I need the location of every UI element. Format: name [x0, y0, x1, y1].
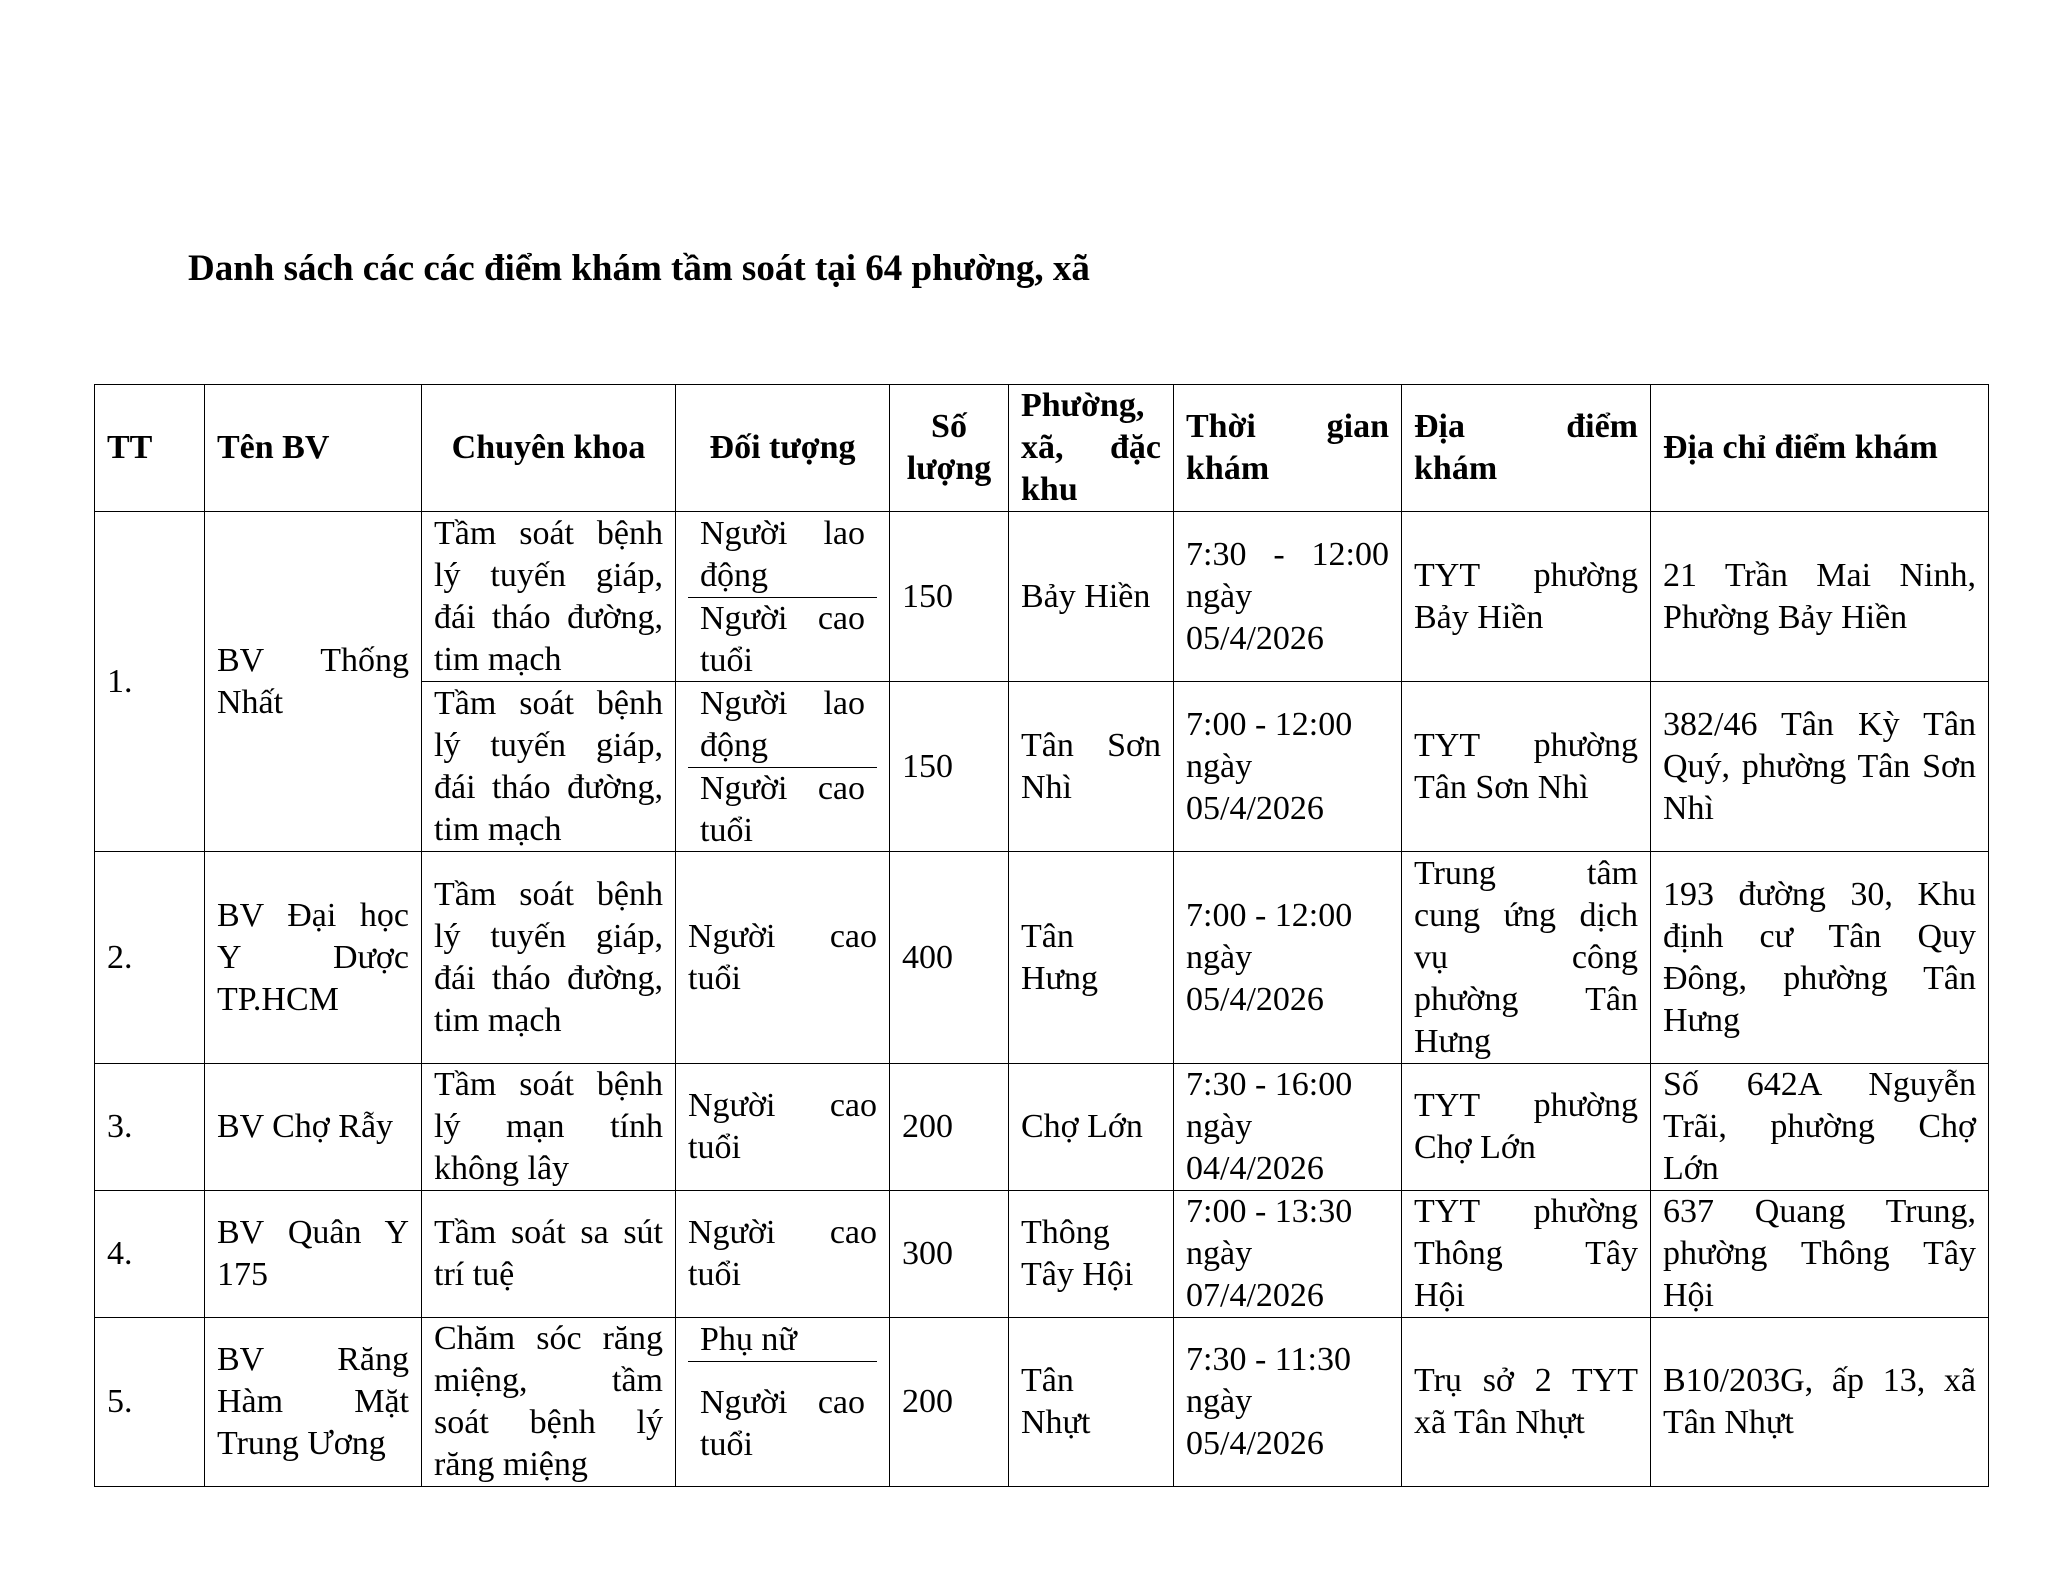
header-tt: TT	[95, 385, 205, 512]
exam-time: 7:00 - 12:00 ngày 05/4/2026	[1174, 852, 1402, 1064]
exam-location: Trụ sở 2 TYT xã Tân Nhựt	[1402, 1318, 1651, 1487]
target-group-item: Người cao tuổi	[688, 767, 877, 851]
hospital-name: BV Đại học Y Dược TP.HCM	[205, 852, 422, 1064]
ward: Tân Sơn Nhì	[1009, 682, 1174, 852]
hospital-name: BV Thống Nhất	[205, 512, 422, 852]
quantity: 300	[890, 1191, 1009, 1318]
specialty: Tầm soát sa sút trí tuệ	[422, 1191, 676, 1318]
quantity: 150	[890, 512, 1009, 682]
target-group	[676, 1318, 890, 1487]
hospital-name: BV Răng Hàm Mặt Trung Ương	[205, 1318, 422, 1487]
quantity: 400	[890, 852, 1009, 1064]
row-number: 5.	[95, 1318, 205, 1487]
specialty: Tầm soát bệnh lý tuyến giáp, đái tháo đường, tim mạch	[422, 682, 676, 852]
header-so-luong: Số lượng	[890, 385, 1009, 512]
table-row	[95, 1191, 1989, 1318]
target-group: Người cao tuổi	[676, 1064, 890, 1191]
target-group: Người cao tuổi	[676, 852, 890, 1064]
exam-location: TYT phường Chợ Lớn	[1402, 1064, 1651, 1191]
ward: Tân Nhựt	[1009, 1318, 1174, 1487]
target-group-item: Người cao tuổi	[688, 1361, 877, 1486]
target-group-item: Người lao động	[700, 684, 865, 764]
row-number: 4.	[95, 1191, 205, 1318]
exam-address: B10/203G, ấp 13, xã Tân Nhựt	[1651, 1318, 1989, 1487]
specialty: Tầm soát bệnh lý mạn tính không lây	[422, 1064, 676, 1191]
table-row	[95, 512, 1989, 682]
ward: Chợ Lớn	[1009, 1064, 1174, 1191]
target-group-item: Người cao tuổi	[688, 597, 877, 681]
header-phuong: Phường, xã, đặc khu	[1009, 385, 1174, 512]
specialty: Tầm soát bệnh lý tuyến giáp, đái tháo đường, tim mạch	[422, 852, 676, 1064]
target-group-item: Phụ nữ	[700, 1320, 797, 1358]
table-row	[95, 852, 1989, 1064]
header-thoi-gian: Thời gian khám	[1174, 385, 1402, 512]
exam-address: 21 Trần Mai Ninh, Phường Bảy Hiền	[1651, 512, 1989, 682]
specialty: Tầm soát bệnh lý tuyến giáp, đái tháo đường, tim mạch	[422, 512, 676, 682]
ward: Bảy Hiền	[1009, 512, 1174, 682]
row-number: 2.	[95, 852, 205, 1064]
hospital-name: BV Quân Y 175	[205, 1191, 422, 1318]
target-group: Người cao tuổi	[676, 1191, 890, 1318]
exam-address: Số 642A Nguyễn Trãi, phường Chợ Lớn	[1651, 1064, 1989, 1191]
target-group	[676, 512, 890, 682]
exam-location: TYT phường Tân Sơn Nhì	[1402, 682, 1651, 852]
table-row	[95, 1318, 1989, 1487]
exam-address: 193 đường 30, Khu định cư Tân Quy Đông, phường Tân Hưng	[1651, 852, 1989, 1064]
screening-points-table	[94, 384, 1989, 1487]
exam-time: 7:30 - 16:00 ngày 04/4/2026	[1174, 1064, 1402, 1191]
exam-address: 382/46 Tân Kỳ Tân Quý, phường Tân Sơn Nhì	[1651, 682, 1989, 852]
header-dia-diem: Địa điểm khám	[1402, 385, 1651, 512]
document-title: Danh sách các các điểm khám tầm soát tại 64 phường, xã	[188, 248, 1090, 289]
table-header-row	[95, 385, 1989, 512]
quantity: 200	[890, 1318, 1009, 1487]
exam-location: TYT phường Bảy Hiền	[1402, 512, 1651, 682]
exam-address: 637 Quang Trung, phường Thông Tây Hội	[1651, 1191, 1989, 1318]
exam-location: TYT phường Thông Tây Hội	[1402, 1191, 1651, 1318]
quantity: 150	[890, 682, 1009, 852]
exam-time: 7:30 - 12:00 ngày 05/4/2026	[1174, 512, 1402, 682]
header-doi-tuong: Đối tượng	[676, 385, 890, 512]
header-dia-chi: Địa chỉ điểm khám	[1651, 385, 1989, 512]
header-chuyen-khoa: Chuyên khoa	[422, 385, 676, 512]
exam-location: Trung tâm cung ứng dịch vụ công phường Tân Hưng	[1402, 852, 1651, 1064]
exam-time: 7:00 - 12:00 ngày 05/4/2026	[1174, 682, 1402, 852]
target-group	[676, 682, 890, 852]
hospital-name: BV Chợ Rẫy	[205, 1064, 422, 1191]
table-row	[95, 1064, 1989, 1191]
row-number: 1.	[95, 512, 205, 852]
specialty: Chăm sóc răng miệng, tầm soát bệnh lý răng miệng	[422, 1318, 676, 1487]
ward: Thông Tây Hội	[1009, 1191, 1174, 1318]
ward: Tân Hưng	[1009, 852, 1174, 1064]
quantity: 200	[890, 1064, 1009, 1191]
exam-time: 7:30 - 11:30 ngày 05/4/2026	[1174, 1318, 1402, 1487]
target-group-item: Người lao động	[700, 514, 865, 594]
exam-time: 7:00 - 13:30 ngày 07/4/2026	[1174, 1191, 1402, 1318]
header-ten-bv: Tên BV	[205, 385, 422, 512]
row-number: 3.	[95, 1064, 205, 1191]
